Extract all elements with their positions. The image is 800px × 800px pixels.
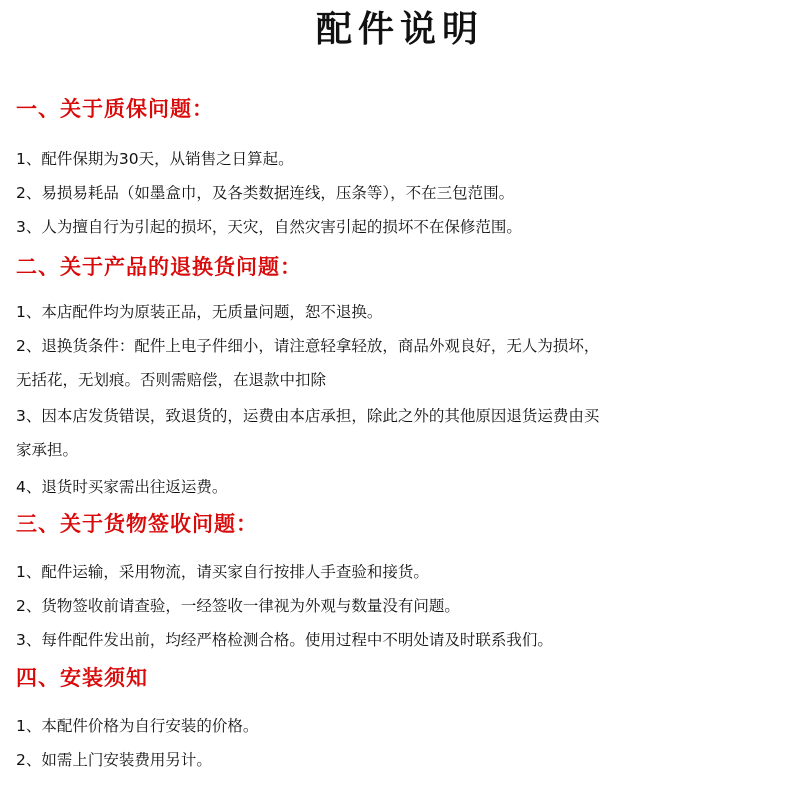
returns-item-3: 3、因本店发货错误，致退货的，运费由本店承担，除此之外的其他原因退货运费由买 — [16, 407, 600, 425]
warranty-item-3: 3、人为擅自行为引起的损坏，天灾，自然灾害引起的损坏不在保修范围。 — [16, 218, 522, 236]
returns-item-1: 1、本店配件均为原装正品，无质量问题，恕不退换。 — [16, 303, 383, 321]
returns-item-2: 2、退换货条件：配件上电子件细小，请注意轻拿轻放，商品外观良好，无人为损坏， — [16, 337, 600, 355]
install-item-2: 2、如需上门安装费用另计。 — [16, 751, 212, 769]
returns-item-4: 4、退货时买家需出往返运费。 — [16, 478, 228, 496]
receipt-item-3: 3、每件配件发出前，均经严格检测合格。使用过程中不明处请及时联系我们。 — [16, 631, 553, 649]
warranty-item-2: 2、易损易耗品（如墨盒巾，及各类数据连线，压条等），不在三包范围。 — [16, 184, 515, 202]
warranty-item-1: 1、配件保期为30天，从销售之日算起。 — [16, 150, 294, 168]
section-heading-install: 四、安装须知 — [16, 666, 148, 690]
section-heading-receipt: 三、关于货物签收问题： — [16, 512, 258, 536]
install-item-1: 1、本配件价格为自行安装的价格。 — [16, 717, 259, 735]
returns-item-3-cont: 家承担。 — [16, 441, 79, 459]
returns-item-2-cont: 无括花，无划痕。否则需赔偿，在退款中扣除 — [16, 371, 327, 389]
receipt-item-1: 1、配件运输，采用物流，请买家自行按排人手查验和接货。 — [16, 563, 429, 581]
page-title: 配件说明 — [315, 9, 484, 50]
section-heading-returns: 二、关于产品的退换货问题： — [16, 255, 302, 279]
section-heading-warranty: 一、关于质保问题： — [16, 97, 214, 121]
receipt-item-2: 2、货物签收前请查验，一经签收一律视为外观与数量没有问题。 — [16, 597, 460, 615]
